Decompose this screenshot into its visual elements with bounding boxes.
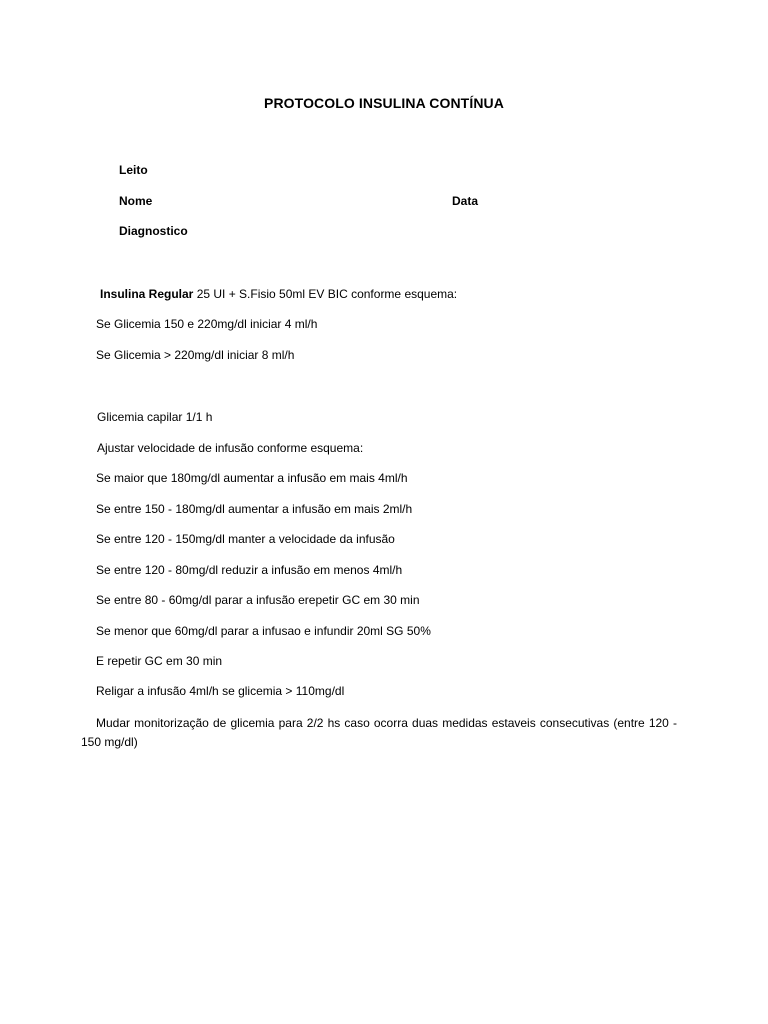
field-diagnostico-label: Diagnostico	[119, 224, 188, 238]
adjust-rule: Se entre 80 - 60mg/dl parar a infusão erepetir GC em 30 min	[96, 593, 420, 607]
monitoring-line: Glicemia capilar 1/1 h	[97, 410, 213, 424]
initial-rule: Se Glicemia 150 e 220mg/dl iniciar 4 ml/h	[96, 317, 318, 331]
adjust-rule: Se entre 120 - 150mg/dl manter a velocidade da infusão	[96, 532, 395, 546]
adjust-rule: Se maior que 180mg/dl aumentar a infusão em mais 4ml/h	[96, 471, 408, 485]
adjust-rule: Se menor que 60mg/dl parar a infusao e infundir 20ml SG 50%	[96, 624, 431, 638]
final-note: Mudar monitorização de glicemia para 2/2 hs caso ocorra duas medidas estaveis consecutivas (entre 120 - 150 mg/dl)	[81, 716, 677, 749]
initial-rule: Se Glicemia > 220mg/dl iniciar 8 ml/h	[96, 348, 295, 362]
intro-prefix: Insulina Regular	[100, 287, 194, 301]
adjust-rule: Se entre 120 - 80mg/dl reduzir a infusão em menos 4ml/h	[96, 563, 403, 577]
document-title: PROTOCOLO INSULINA CONTÍNUA	[264, 95, 504, 111]
adjust-rule: Religar a infusão 4ml/h se glicemia > 110mg/dl	[96, 684, 345, 698]
field-nome-label: Nome	[119, 194, 153, 208]
intro-line	[100, 287, 457, 301]
adjust-header: Ajustar velocidade de infusão conforme esquema:	[97, 441, 364, 455]
field-data-label: Data	[452, 194, 479, 208]
field-leito-label: Leito	[119, 163, 148, 177]
adjust-rule: E repetir GC em 30 min	[96, 654, 223, 668]
adjust-rule: Se entre 150 - 180mg/dl aumentar a infusão em mais 2ml/h	[96, 502, 413, 516]
intro-rest: 25 UI + S.Fisio 50ml EV BIC conforme esquema:	[193, 287, 458, 301]
